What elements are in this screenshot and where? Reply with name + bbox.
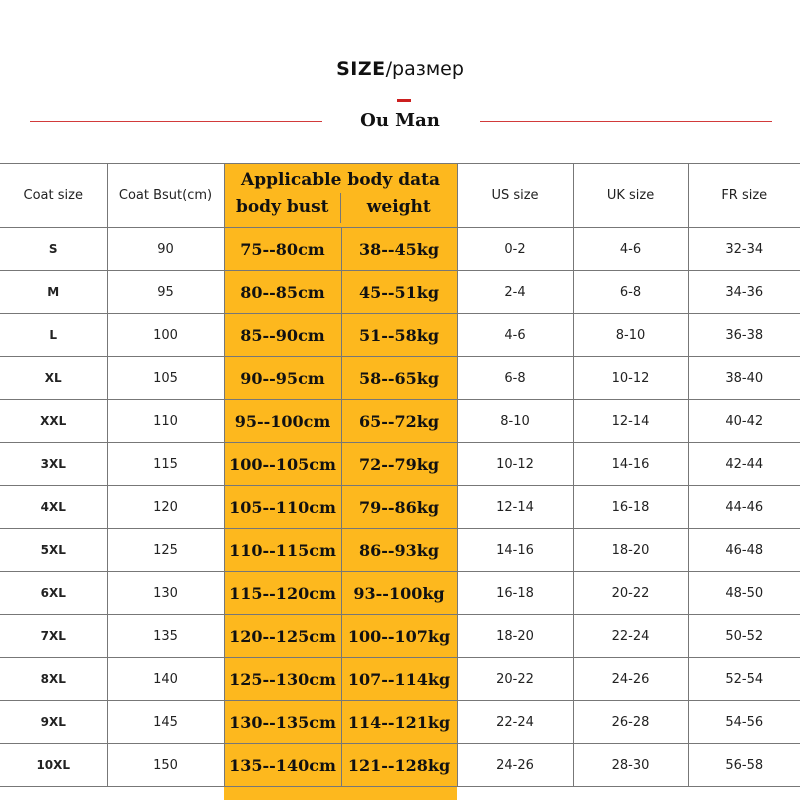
cell-coat-size: 9XL <box>0 701 107 744</box>
cell-fr-size: 52-54 <box>688 658 800 701</box>
header-us-size: US size <box>457 164 573 228</box>
header-fr-size: FR size <box>688 164 800 228</box>
cell-body-bust: 100--105cm <box>224 443 341 486</box>
cell-body-bust: 95--100cm <box>224 400 341 443</box>
cell-uk-size: 8-10 <box>573 314 688 357</box>
page-header <box>0 0 800 160</box>
cell-fr-size: 42-44 <box>688 443 800 486</box>
cell-us-size: 4-6 <box>457 314 573 357</box>
cell-coat-bust: 140 <box>107 658 224 701</box>
cell-us-size: 0-2 <box>457 228 573 271</box>
table-row <box>0 486 800 529</box>
cell-uk-size: 22-24 <box>573 615 688 658</box>
cell-uk-size: 14-16 <box>573 443 688 486</box>
cell-fr-size: 44-46 <box>688 486 800 529</box>
cell-weight: 51--58kg <box>341 314 457 357</box>
cell-coat-bust: 110 <box>107 400 224 443</box>
cell-body-bust: 80--85cm <box>224 271 341 314</box>
cell-body-bust: 105--110cm <box>224 486 341 529</box>
cell-weight: 65--72kg <box>341 400 457 443</box>
cell-weight: 121--128kg <box>341 744 457 787</box>
cell-uk-size: 4-6 <box>573 228 688 271</box>
table-row <box>0 572 800 615</box>
header-coat-bust: Coat Bsut(cm) <box>107 164 224 228</box>
cell-body-bust: 115--120cm <box>224 572 341 615</box>
cell-body-bust: 110--115cm <box>224 529 341 572</box>
cell-us-size: 14-16 <box>457 529 573 572</box>
cell-body-bust: 135--140cm <box>224 744 341 787</box>
cell-coat-bust: 105 <box>107 357 224 400</box>
cell-fr-size: 46-48 <box>688 529 800 572</box>
cell-us-size: 2-4 <box>457 271 573 314</box>
cell-coat-bust: 90 <box>107 228 224 271</box>
page-subtitle: Ou Man <box>360 110 440 131</box>
cell-fr-size: 34-36 <box>688 271 800 314</box>
table-row <box>0 615 800 658</box>
cell-weight: 45--51kg <box>341 271 457 314</box>
cell-us-size: 10-12 <box>457 443 573 486</box>
cell-coat-size: XXL <box>0 400 107 443</box>
cell-us-size: 12-14 <box>457 486 573 529</box>
cell-weight: 93--100kg <box>341 572 457 615</box>
cell-uk-size: 20-22 <box>573 572 688 615</box>
cell-uk-size: 18-20 <box>573 529 688 572</box>
header-coat-size: Coat size <box>0 164 107 228</box>
cell-coat-size: 4XL <box>0 486 107 529</box>
title-size-label: SIZE <box>336 58 386 80</box>
title-russian-label: /размер <box>385 58 464 80</box>
cell-uk-size: 16-18 <box>573 486 688 529</box>
page-title <box>0 58 800 80</box>
cell-coat-size: 8XL <box>0 658 107 701</box>
cell-us-size: 8-10 <box>457 400 573 443</box>
header-applicable-label: Applicable body data <box>241 169 441 190</box>
cell-us-size: 20-22 <box>457 658 573 701</box>
cell-us-size: 16-18 <box>457 572 573 615</box>
table-row <box>0 271 800 314</box>
cell-coat-size: 5XL <box>0 529 107 572</box>
cell-coat-size: 6XL <box>0 572 107 615</box>
cell-coat-bust: 150 <box>107 744 224 787</box>
table-row <box>0 658 800 701</box>
header-uk-size: UK size <box>573 164 688 228</box>
cell-uk-size: 28-30 <box>573 744 688 787</box>
cell-weight: 72--79kg <box>341 443 457 486</box>
cell-us-size: 22-24 <box>457 701 573 744</box>
size-chart-table <box>0 163 800 787</box>
cell-body-bust: 75--80cm <box>224 228 341 271</box>
cell-coat-size: 3XL <box>0 443 107 486</box>
header-applicable-body-data <box>224 164 457 228</box>
title-accent-dash <box>397 99 411 102</box>
cell-fr-size: 38-40 <box>688 357 800 400</box>
cell-coat-size: XL <box>0 357 107 400</box>
cell-coat-size: M <box>0 271 107 314</box>
cell-fr-size: 40-42 <box>688 400 800 443</box>
cell-weight: 107--114kg <box>341 658 457 701</box>
cell-body-bust: 90--95cm <box>224 357 341 400</box>
cell-fr-size: 50-52 <box>688 615 800 658</box>
cell-uk-size: 26-28 <box>573 701 688 744</box>
cell-uk-size: 6-8 <box>573 271 688 314</box>
table-row <box>0 744 800 787</box>
cell-coat-size: L <box>0 314 107 357</box>
cell-coat-size: S <box>0 228 107 271</box>
cell-weight: 58--65kg <box>341 357 457 400</box>
cell-uk-size: 12-14 <box>573 400 688 443</box>
cell-body-bust: 130--135cm <box>224 701 341 744</box>
table-row <box>0 443 800 486</box>
table-row <box>0 314 800 357</box>
cell-coat-size: 10XL <box>0 744 107 787</box>
cell-weight: 114--121kg <box>341 701 457 744</box>
header-weight: weight <box>366 196 431 217</box>
cell-weight: 79--86kg <box>341 486 457 529</box>
table-row <box>0 357 800 400</box>
cell-weight: 38--45kg <box>341 228 457 271</box>
table-row <box>0 228 800 271</box>
cell-fr-size: 48-50 <box>688 572 800 615</box>
cell-coat-bust: 120 <box>107 486 224 529</box>
cell-fr-size: 32-34 <box>688 228 800 271</box>
table-row <box>0 701 800 744</box>
cell-us-size: 18-20 <box>457 615 573 658</box>
cell-body-bust: 125--130cm <box>224 658 341 701</box>
cell-coat-size: 7XL <box>0 615 107 658</box>
cell-coat-bust: 130 <box>107 572 224 615</box>
cell-uk-size: 10-12 <box>573 357 688 400</box>
cell-coat-bust: 115 <box>107 443 224 486</box>
cell-weight: 86--93kg <box>341 529 457 572</box>
cell-body-bust: 120--125cm <box>224 615 341 658</box>
cell-coat-bust: 100 <box>107 314 224 357</box>
cell-body-bust: 85--90cm <box>224 314 341 357</box>
cell-weight: 100--107kg <box>341 615 457 658</box>
cell-us-size: 24-26 <box>457 744 573 787</box>
header-body-bust: body bust <box>235 196 329 217</box>
cell-uk-size: 24-26 <box>573 658 688 701</box>
table-row <box>0 529 800 572</box>
cell-fr-size: 56-58 <box>688 744 800 787</box>
cell-coat-bust: 135 <box>107 615 224 658</box>
cell-coat-bust: 145 <box>107 701 224 744</box>
cell-coat-bust: 95 <box>107 271 224 314</box>
cell-coat-bust: 125 <box>107 529 224 572</box>
table-row <box>0 400 800 443</box>
table-header-row <box>0 164 800 228</box>
cell-fr-size: 36-38 <box>688 314 800 357</box>
cell-fr-size: 54-56 <box>688 701 800 744</box>
cell-us-size: 6-8 <box>457 357 573 400</box>
